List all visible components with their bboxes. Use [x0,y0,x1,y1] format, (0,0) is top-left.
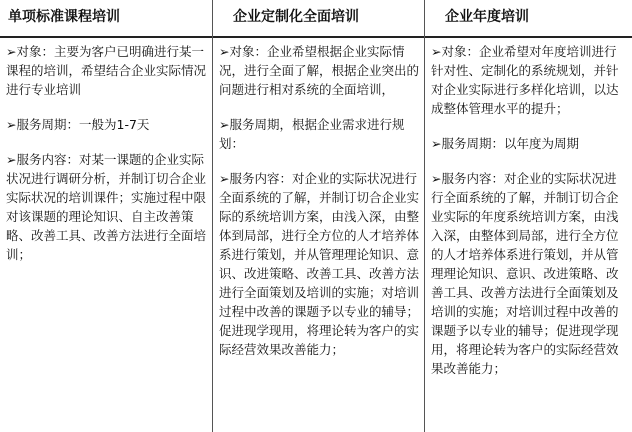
paragraph-period [431,134,628,153]
paragraph-text: 对象：主要为客户已明确进行某一课程的培训，希望结合企业实际情况进行专业培训 [6,44,207,97]
paragraph-content [431,169,628,378]
column-body [6,38,208,264]
column-header: 企业定制化全面培训 [213,0,424,38]
column-body [219,38,420,359]
paragraph-content [6,150,208,264]
paragraph-text: 对象：企业希望对年度培训进行针对性、定制化的系统规划，并针对企业实际进行多样化培训，以达成整体管理水平的提升； [431,44,619,116]
arrow-bullet-icon: ➢ [219,171,230,186]
paragraph-text: 服务周期：以年度为周期 [441,136,579,151]
paragraph-text: 服务周期：一般为1-7天 [16,117,150,132]
paragraph-content [219,169,420,359]
arrow-bullet-icon: ➢ [431,44,442,59]
column-body [431,38,628,378]
arrow-bullet-icon: ➢ [6,152,17,167]
arrow-bullet-icon: ➢ [219,44,230,59]
arrow-bullet-icon: ➢ [6,44,17,59]
paragraph-period [6,115,208,134]
paragraph-text: 服务内容：对企业的实际状况进行全面系统的了解，并制订切合企业实际的年度系统培训方案，由浅入深，由整体到局部，进行全方位的人才培养体系进行策划，并从管理理论知识、意识、改进策略、改善工具、改善方法进行全面策划及培训的实施；对培训过程中改善的课题予以专业的辅导；促进现学现用，将理论转为客户的实际经营效果改善能力； [431,171,619,376]
column-single-course [0,0,212,432]
arrow-bullet-icon: ➢ [6,117,17,132]
column-annual [424,0,632,432]
paragraph-target [219,42,420,99]
paragraph-text: 服务内容：对企业的实际状况进行全面系统的了解，并制订切合企业实际的系统培训方案，由浅入深，由整体到局部，进行全方位的人才培养体系进行策划，并从管理理论知识、意识、改进策略、改善工具、改善方法进行全面策划及培训的实施；对培训过程中改善的课题予以专业的辅导；促进现学现用，将理论转为客户的实际经营效果改善能力； [219,171,420,357]
paragraph-target [6,42,208,99]
paragraph-text: 对象：企业希望根据企业实际情况，进行全面了解，根据企业突出的问题进行相对系统的全面培训， [219,44,420,97]
paragraph-target [431,42,628,118]
paragraph-text: 服务内容：对某一课题的企业实际状况进行调研分析，并制订切合企业实际状况的培训课件；实施过程中限对该课题的理论知识、自主改善策略、改善工具、改善方法进行全面培训； [6,152,207,262]
paragraph-period [219,115,420,153]
column-header: 企业年度培训 [425,0,632,38]
arrow-bullet-icon: ➢ [219,117,230,132]
column-header: 单项标准课程培训 [0,0,212,38]
paragraph-text: 服务周期，根据企业需求进行规划： [219,117,405,151]
arrow-bullet-icon: ➢ [431,171,442,186]
column-customized [212,0,424,432]
arrow-bullet-icon: ➢ [431,136,442,151]
